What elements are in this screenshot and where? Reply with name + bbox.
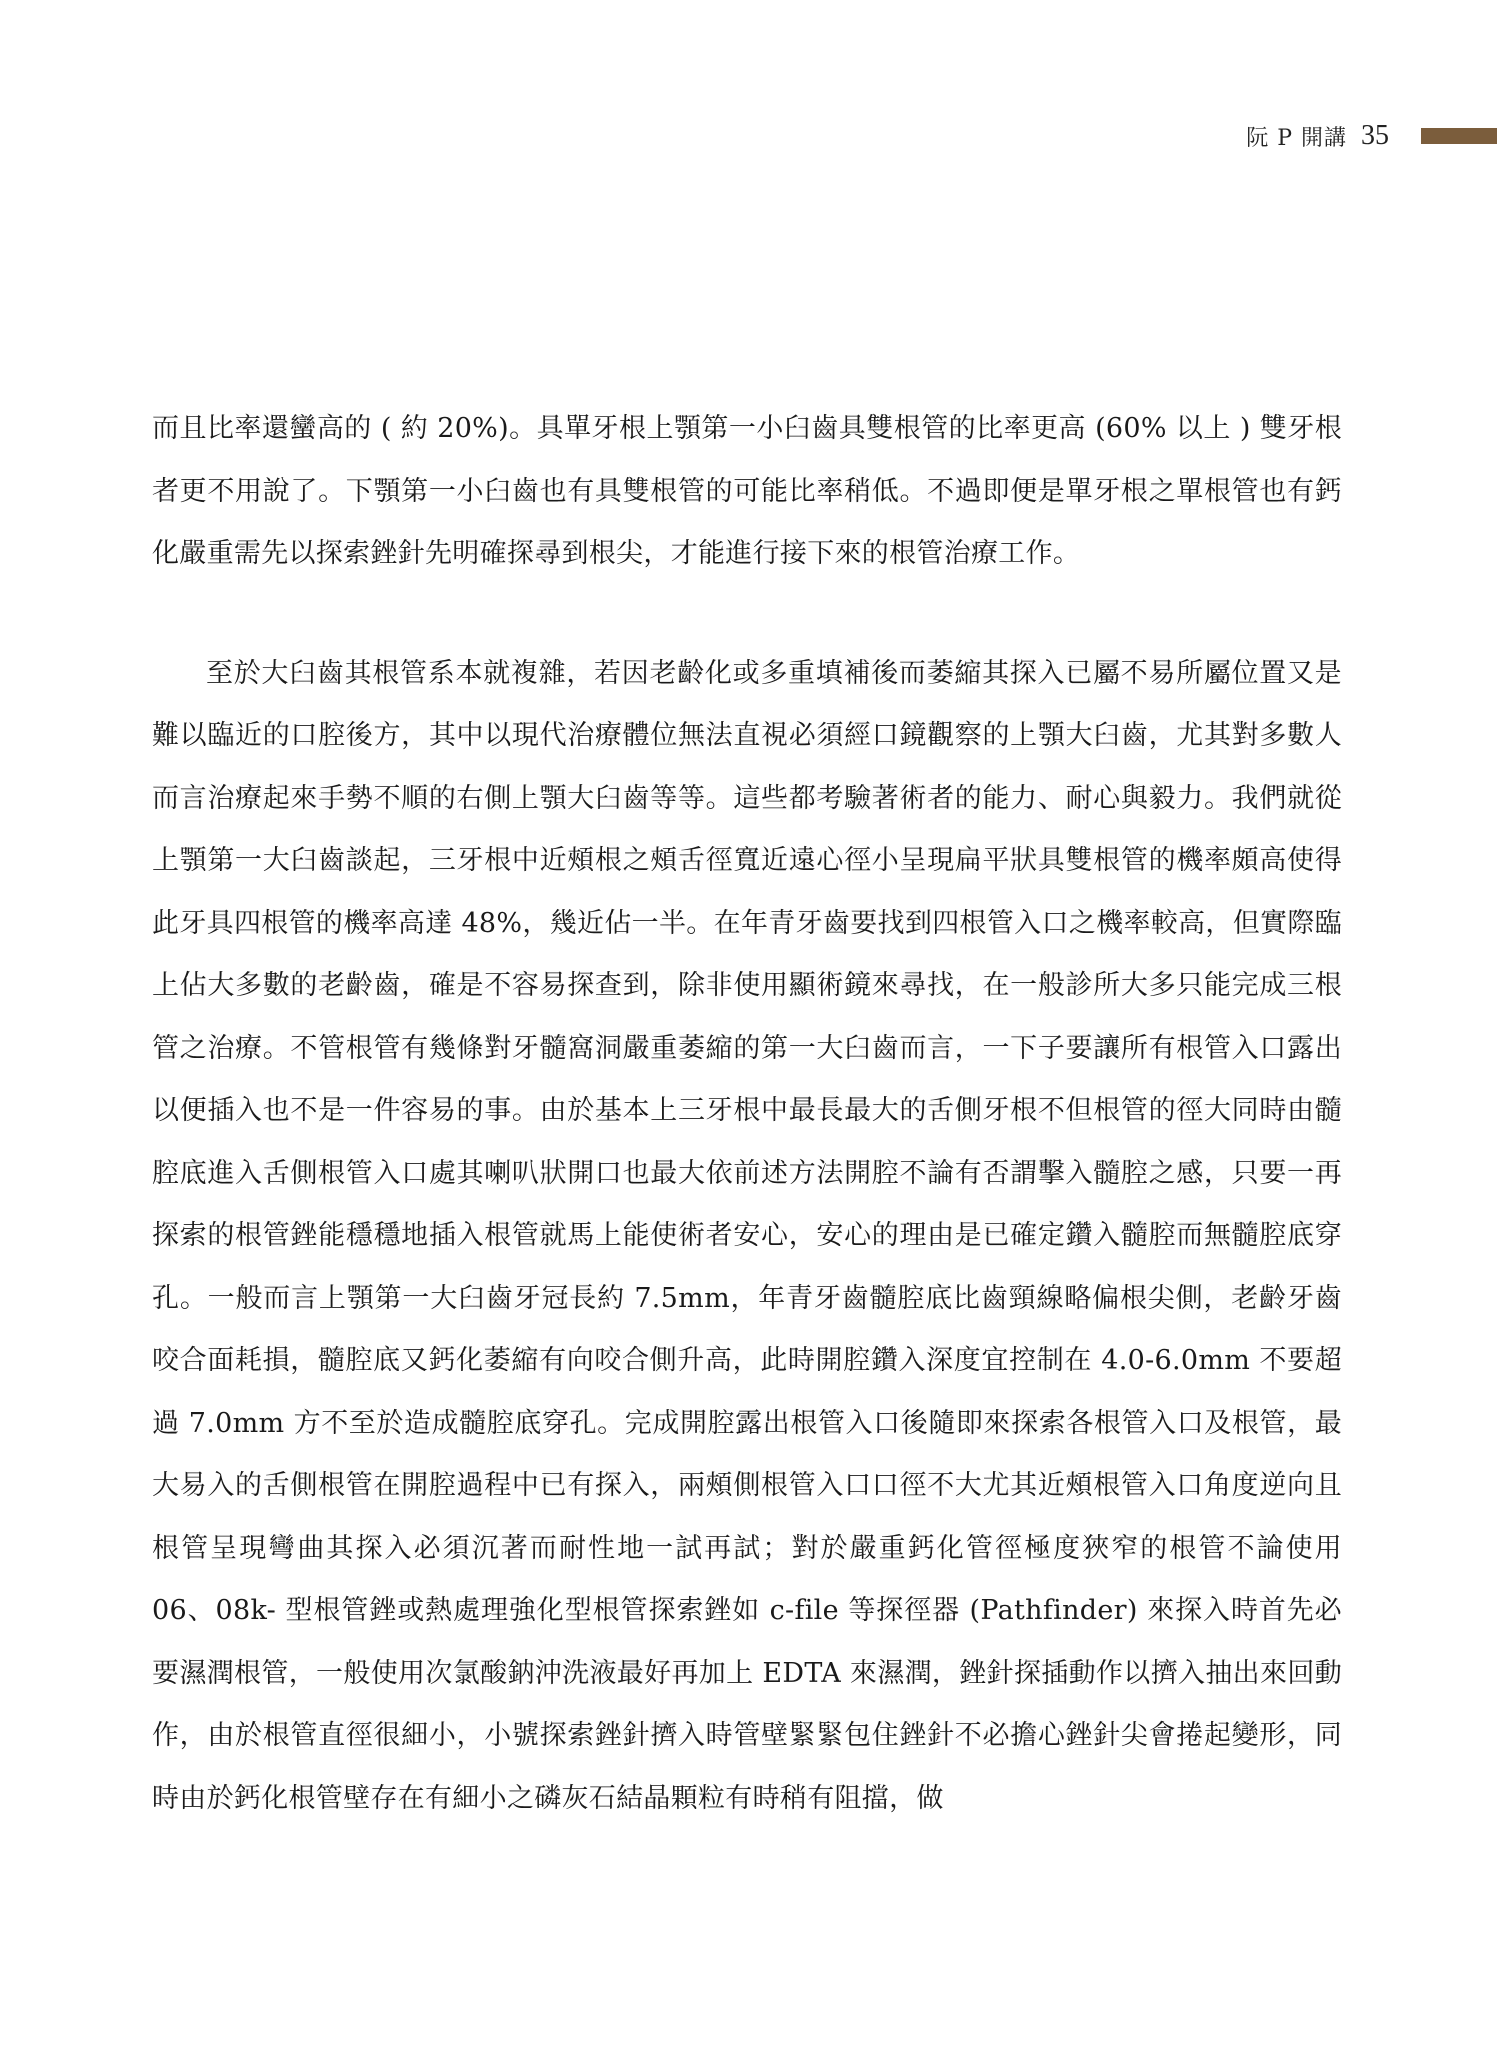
body-text — [152, 398, 1342, 1830]
paragraph-1: 而且比率還蠻高的 ( 約 20%)。具單牙根上顎第一小臼齒具雙根管的比率更高 (60% 以上 ) 雙牙根者更不用說了。下顎第一小臼齒也有具雙根管的可能比率稍低。不過即便是單牙根之單根管也有鈣化嚴重需先以探索銼針先明確探尋到根尖，才能進行接下來的根管治療工作。 — [152, 413, 1342, 569]
header-accent-bar — [1421, 128, 1497, 144]
page-number: 35 — [1361, 120, 1389, 151]
running-header — [1246, 118, 1497, 154]
paragraph-2: 至於大臼齒其根管系本就複雜，若因老齡化或多重填補後而萎縮其探入已屬不易所屬位置又是難以臨近的口腔後方，其中以現代治療體位無法直視必須經口鏡觀察的上顎大臼齒，尤其對多數人而言治療起來手勢不順的右側上顎大臼齒等等。這些都考驗著術者的能力、耐心與毅力。我們就從上顎第一大臼齒談起，三牙根中近頰根之頰舌徑寬近遠心徑小呈現扁平狀具雙根管的機率頗高使得此牙具四根管的機率高達 48%，幾近佔一半。在年青牙齒要找到四根管入口之機率較高，但實際臨上佔大多數的老齡齒，確是不容易探查到，除非使用顯術鏡來尋找，在一般診所大多只能完成三根管之治療。不管根管有幾條對牙髓窩洞嚴重萎縮的第一大臼齒而言，一下子要讓所有根管入口露出以便插入也不是一件容易的事。由於基本上三牙根中最長最大的舌側牙根不但根管的徑大同時由髓腔底進入舌側根管入口處其喇叭狀開口也最大依前述方法開腔不論有否謂擊入髓腔之感，只要一再探索的根管銼能穩穩地插入根管就馬上能使術者安心，安心的理由是已確定鑽入髓腔而無髓腔底穿孔。一般而言上顎第一大臼齒牙冠長約 7.5mm，年青牙齒髓腔底比齒頸線略偏根尖側，老齡牙齒咬合面耗損，髓腔底又鈣化萎縮有向咬合側升高，此時開腔鑽入深度宜控制在 4.0-6.0mm 不要超過 7.0mm 方不至於造成髓腔底穿孔。完成開腔露出根管入口後隨即來探索各根管入口及根管，最大易入的舌側根管在開腔過程中已有探入，兩頰側根管入口口徑不大尤其近頰根管入口角度逆向且根管呈現彎曲其探入必須沉著而耐性地一試再試；對於嚴重鈣化管徑極度狹窄的根管不論使用 06、08k- 型根管銼或熱處理強化型根管探索銼如 c-file 等探徑器 (Pathfinder) 來探入時首先必要濕潤根管，一般使用次氯酸鈉沖洗液最好再加上 EDTA 來濕潤，銼針探插動作以擠入抽出來回動作，由於根管直徑很細小，小號探索銼針擠入時管壁緊緊包住銼針不必擔心銼針尖會捲起變形，同時由於鈣化根管壁存在有細小之磷灰石結晶顆粒有時稍有阻擋，做 — [152, 657, 1342, 1814]
running-title: 阮 P 開講 — [1246, 125, 1347, 151]
